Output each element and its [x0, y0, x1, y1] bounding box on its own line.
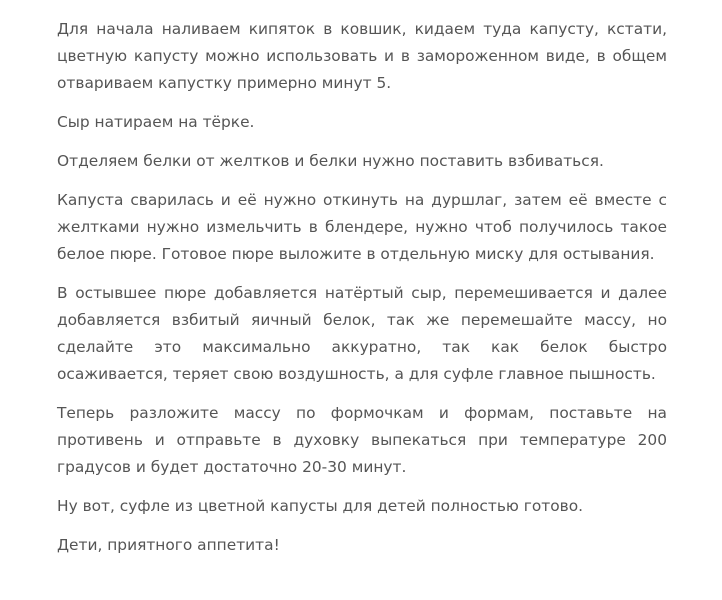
article-paragraph: Ну вот, суфле из цветной капусты для детей полностью готово. [57, 497, 584, 515]
article-paragraph: В остывшее пюре добавляется натёртый сыр, перемешивается и далее добавляется взбитый яичный белок, так же перемешайте массу, но сделайте это максимально аккуратно, так как белок быстро осаживается, теряет свою воздушность, а для суфле главное пышность. [57, 284, 667, 383]
article-paragraph: Для начала наливаем кипяток в ковшик, кидаем туда капусту, кстати, цветную капусту можно использовать и в замороженном виде, в общем отвариваем капустку примерно минут 5. [57, 20, 667, 92]
article-paragraph: Сыр натираем на тёрке. [57, 113, 255, 131]
article-paragraph: Теперь разложите массу по формочкам и формам, поставьте на противень и отправьте в духовку выпекаться при температуре 200 градусов и будет достаточно 20-30 минут. [57, 404, 667, 476]
article-paragraph: Отделяем белки от желтков и белки нужно поставить взбиваться. [57, 152, 604, 170]
recipe-article [57, 16, 667, 571]
article-paragraph: Капуста сварилась и её нужно откинуть на дуршлаг, затем её вместе с желтками нужно измельчить в блендере, нужно чтоб получилось такое белое пюре. Готовое пюре выложите в отдельную миску для остывания. [57, 191, 667, 263]
article-paragraph: Дети, приятного аппетита! [57, 536, 280, 554]
